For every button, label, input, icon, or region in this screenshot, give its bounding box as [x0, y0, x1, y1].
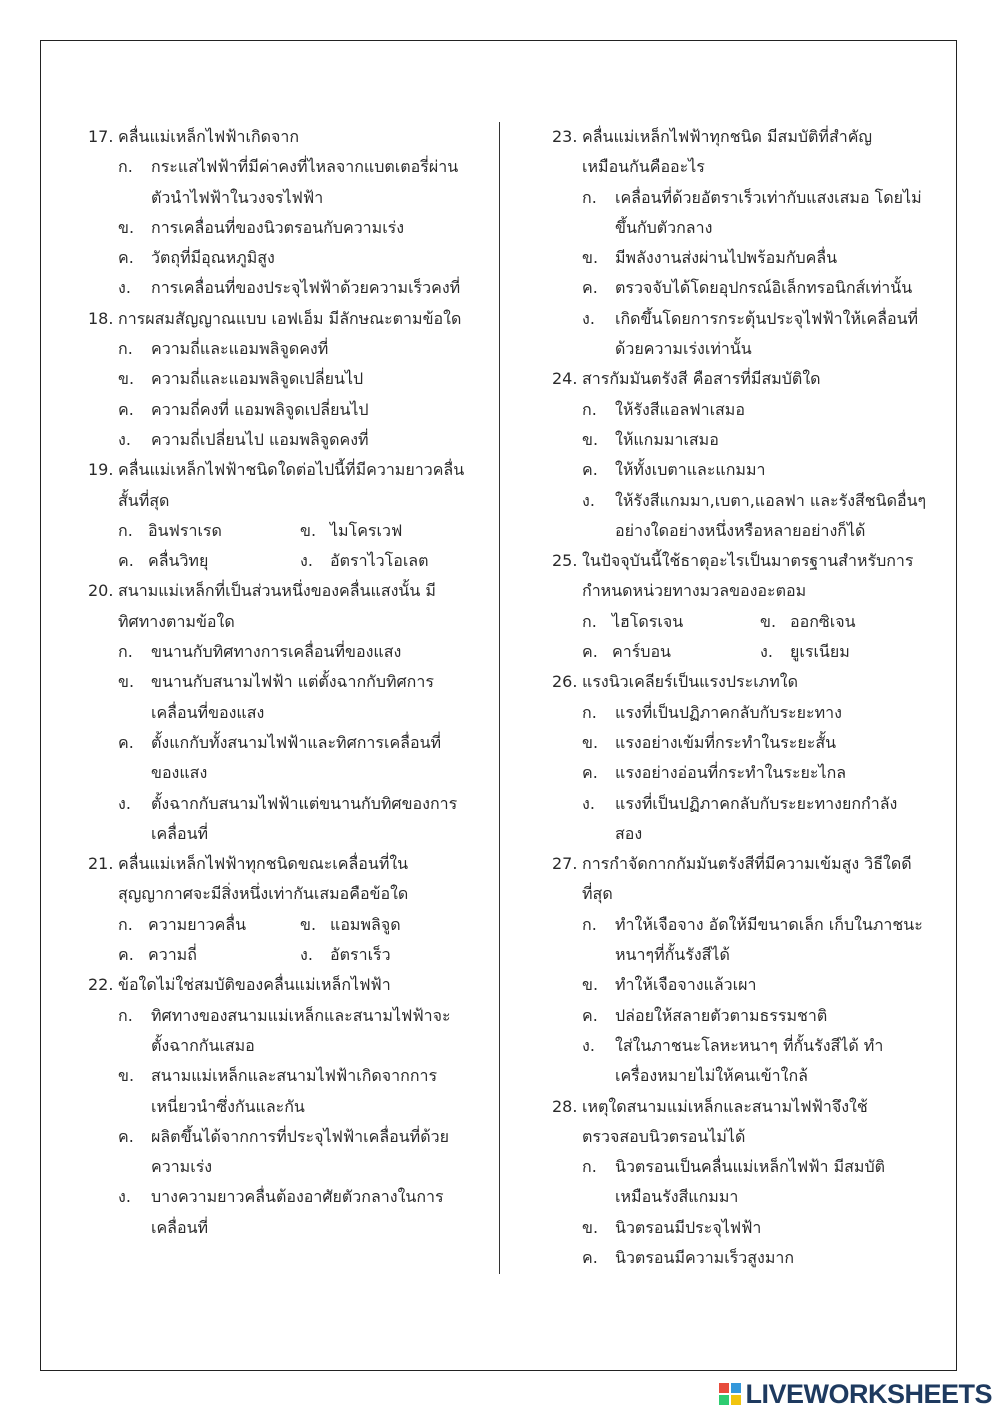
question-text: แรงนิวเคลียร์เป็นแรงประเภทใด	[582, 672, 798, 692]
option-label: ค.	[582, 763, 598, 783]
question-text: สนามแม่เหล็กที่เป็นส่วนหนึ่งของคลื่นแสงนั้น มี	[118, 581, 436, 601]
left-question-column	[88, 122, 488, 1243]
question-25	[552, 546, 944, 667]
question-number: 26.	[552, 672, 578, 692]
answer-option-line	[88, 364, 488, 394]
question-text: ที่สุด	[582, 884, 613, 904]
option-text: เคลื่อนที่	[151, 1217, 209, 1237]
option-text: ไฮโดรเจน	[612, 611, 684, 631]
option-label: ก.	[118, 157, 133, 177]
answer-option-line	[88, 395, 488, 425]
option-text: การเคลื่อนที่ของนิวตรอนกับความเร่ง	[151, 217, 405, 237]
option-label: ง.	[118, 278, 131, 298]
question-number: 18.	[88, 308, 114, 328]
answer-option-line	[88, 667, 488, 697]
answer-option-line	[552, 334, 944, 364]
logo-text: LIVEWORKSHEETS	[745, 1378, 992, 1409]
option-text: ผลิตขึ้นได้จากการที่ประจุไฟฟ้าเคลื่อนที่ด้วย	[151, 1126, 449, 1146]
option-text: ยูเรเนียม	[790, 642, 850, 662]
option-text: แอมพลิจูด	[330, 914, 401, 934]
answer-option-line	[88, 1031, 488, 1061]
answer-option-line	[88, 425, 488, 455]
question-number: 28.	[552, 1096, 578, 1116]
option-label: ก.	[118, 642, 133, 662]
question-text-line	[88, 122, 488, 152]
option-text: ปล่อยให้สลายตัวตามธรรมชาติ	[615, 1005, 828, 1025]
option-label: ง.	[582, 308, 595, 328]
option-label: ข.	[760, 611, 777, 631]
question-number: 20.	[88, 581, 114, 601]
option-text: ของแสง	[151, 763, 208, 783]
option-text: ทำให้เจือจาง อัดให้มีขนาดเล็ก เก็บในภาชนะ	[615, 914, 923, 934]
option-label: ค.	[582, 642, 598, 662]
option-label: ข.	[118, 217, 135, 237]
answer-option-line	[88, 1182, 488, 1212]
answer-option-line	[88, 213, 488, 243]
option-text: เกิดขึ้นโดยการกระตุ้นประจุไฟฟ้าให้เคลื่อนที่	[615, 308, 919, 328]
option-text: เหนี่ยวนำซึ่งกันและกัน	[151, 1096, 305, 1116]
question-text: คลื่นแม่เหล็กไฟฟ้าชนิดใดต่อไปนี้ที่มีความยาวคลื่น	[118, 460, 465, 480]
answer-option-line	[88, 728, 488, 758]
answer-option-line	[88, 243, 488, 273]
option-text: แรงอย่างเข้มที่กระทำในระยะสั้น	[615, 732, 837, 752]
question-text-line	[88, 970, 488, 1000]
answer-option-line	[552, 273, 944, 303]
column-divider	[499, 122, 500, 1274]
question-number: 22.	[88, 975, 114, 995]
option-text: ขึ้นกับตัวกลาง	[615, 217, 713, 237]
question-text-line	[552, 122, 944, 152]
option-text: ตั้งฉากกับสนามไฟฟ้าแต่ขนานกับทิศของการ	[151, 793, 458, 813]
option-label: ก.	[118, 1005, 133, 1025]
option-text: อัตราไวโอเลต	[330, 551, 429, 571]
answer-option-line	[88, 1092, 488, 1122]
answer-option-line	[552, 1213, 944, 1243]
question-text: การกำจัดกากกัมมันตรังสีที่มีความเข้มสูง วิธีใดดี	[582, 854, 912, 874]
option-text: สอง	[615, 823, 643, 843]
option-label: ง.	[582, 793, 595, 813]
question-text: เหตุใดสนามแม่เหล็กและสนามไฟฟ้าจึงใช้	[582, 1096, 868, 1116]
option-text: ตั้งแกกับทั้งสนามไฟฟ้าและทิศการเคลื่อนที่	[151, 732, 442, 752]
option-text: นิวตรอนมีความเร็วสูงมาก	[615, 1247, 795, 1267]
answer-option-line	[552, 1182, 944, 1212]
option-text: กระแสไฟฟ้าที่มีค่าคงที่ไหลจากแบตเตอรี่ผ่าน	[151, 157, 459, 177]
option-text: ขนานกับสนามไฟฟ้า แต่ตั้งฉากกับทิศการ	[151, 672, 434, 692]
answer-option-line	[88, 819, 488, 849]
option-text: อินฟราเรด	[148, 520, 222, 540]
option-label: ก.	[582, 187, 597, 207]
question-24	[552, 364, 944, 546]
question-number: 27.	[552, 854, 578, 874]
option-label: ข.	[118, 1066, 135, 1086]
option-text: ทิศทางของสนามแม่เหล็กและสนามไฟฟ้าจะ	[151, 1005, 451, 1025]
question-number: 19.	[88, 460, 114, 480]
option-label: ค.	[118, 945, 134, 965]
option-label: ก.	[582, 611, 597, 631]
question-text: คลื่นแม่เหล็กไฟฟ้าทุกชนิดขณะเคลื่อนที่ใน	[118, 854, 409, 874]
option-text: เคลื่อนที่	[151, 823, 209, 843]
question-number: 21.	[88, 854, 114, 874]
question-text-line	[552, 152, 944, 182]
option-label: ก.	[118, 520, 133, 540]
answer-option-line	[552, 304, 944, 334]
answer-option-line	[552, 1001, 944, 1031]
option-text: แรงที่เป็นปฏิภาคกลับกับระยะทางยกกำลัง	[615, 793, 898, 813]
option-text: อัตราเร็ว	[330, 945, 391, 965]
option-text: ความถี่และแอมพลิจูดคงที่	[151, 339, 329, 359]
logo-squares-icon	[719, 1383, 741, 1405]
answer-option-line	[88, 1152, 488, 1182]
option-label: ก.	[118, 339, 133, 359]
option-text: หนาๆที่กั้นรังสีได้	[615, 945, 730, 965]
option-row	[88, 940, 488, 970]
answer-option-line	[552, 395, 944, 425]
answer-option-line	[552, 516, 944, 546]
question-text-line	[552, 849, 944, 879]
question-text-line	[552, 546, 944, 576]
answer-option-line	[552, 940, 944, 970]
option-text: ไมโครเวฟ	[330, 520, 403, 540]
option-text: ออกซิเจน	[790, 611, 856, 631]
answer-option-line	[88, 1213, 488, 1243]
option-text: ด้วยความเร่งเท่านั้น	[615, 339, 752, 359]
option-label: ก.	[582, 399, 597, 419]
answer-option-line	[552, 455, 944, 485]
answer-option-line	[552, 698, 944, 728]
answer-option-line	[552, 819, 944, 849]
option-text: ความเร่ง	[151, 1157, 213, 1177]
answer-option-line	[552, 1061, 944, 1091]
question-text-line	[88, 486, 488, 516]
answer-option-line	[88, 1061, 488, 1091]
option-text: ทำให้เจือจางแล้วเผา	[615, 975, 757, 995]
question-17	[88, 122, 488, 304]
answer-option-line	[88, 273, 488, 303]
liveworksheets-logo	[719, 1379, 992, 1409]
option-label: ก.	[582, 914, 597, 934]
question-text: คลื่นแม่เหล็กไฟฟ้าทุกชนิด มีสมบัติที่สำคัญ	[582, 127, 873, 146]
question-text-line	[552, 1122, 944, 1152]
option-text: ให้แกมมาเสมอ	[615, 429, 719, 449]
question-text-line	[88, 849, 488, 879]
option-text: ให้รังสีแกมมา,เบตา,แอลฟา และรังสีชนิดอื่นๆ	[615, 490, 927, 510]
option-text: เครื่องหมายไม่ให้คนเข้าใกล้	[615, 1066, 808, 1086]
option-row	[88, 910, 488, 940]
option-text: เคลื่อนที่ของแสง	[151, 702, 265, 722]
answer-option-line	[88, 758, 488, 788]
option-label: ง.	[582, 490, 595, 510]
option-text: ความถี่เปลี่ยนไป แอมพลิจูดคงที่	[151, 429, 369, 449]
option-label: ข.	[582, 975, 599, 995]
option-text: ตั้งฉากกันเสมอ	[151, 1035, 255, 1055]
answer-option-line	[552, 213, 944, 243]
option-text: ให้รังสีแอลฟาเสมอ	[615, 399, 745, 419]
option-text: บางความยาวคลื่นต้องอาศัยตัวกลางในการ	[151, 1187, 444, 1207]
option-label: ก.	[118, 914, 133, 934]
option-label: ข.	[582, 429, 599, 449]
option-label: ง.	[118, 793, 131, 813]
option-label: ก.	[582, 1157, 597, 1177]
option-label: ค.	[118, 399, 134, 419]
option-text: ให้ทั้งเบตาและแกมมา	[615, 460, 766, 480]
option-row	[88, 546, 488, 576]
question-number: 23.	[552, 127, 578, 146]
answer-option-line	[88, 637, 488, 667]
option-text: วัตถุที่มีอุณหภูมิสูง	[151, 248, 275, 268]
question-text: ตรวจสอบนิวตรอนไม่ได้	[582, 1126, 746, 1146]
answer-option-line	[552, 243, 944, 273]
option-text: ตัวนำไฟฟ้าในวงจรไฟฟ้า	[151, 187, 324, 207]
question-26	[552, 667, 944, 849]
question-22	[88, 970, 488, 1243]
option-text: เคลื่อนที่ด้วยอัตราเร็วเท่ากับแสงเสมอ โดยไม่	[615, 187, 922, 207]
option-text: เหมือนรังสีแกมมา	[615, 1187, 739, 1207]
answer-option-line	[552, 1031, 944, 1061]
option-row	[552, 637, 944, 667]
answer-option-line	[552, 425, 944, 455]
question-text-line	[88, 607, 488, 637]
option-text: นิวตรอนมีประจุไฟฟ้า	[615, 1217, 762, 1237]
option-text: ความถี่	[148, 945, 197, 965]
question-text: ทิศทางตามข้อใด	[118, 611, 235, 631]
option-row	[88, 516, 488, 546]
option-text: ขนานกับทิศทางการเคลื่อนที่ของแสง	[151, 642, 402, 662]
answer-option-line	[88, 183, 488, 213]
answer-option-line	[552, 758, 944, 788]
option-row	[552, 607, 944, 637]
answer-option-line	[88, 1122, 488, 1152]
option-label: ข.	[300, 520, 317, 540]
answer-option-line	[552, 910, 944, 940]
option-label: ค.	[582, 460, 598, 480]
question-text: เหมือนกันคืออะไร	[582, 157, 705, 177]
option-label: ก.	[582, 702, 597, 722]
question-text-line	[88, 576, 488, 606]
option-text: ความถี่และแอมพลิจูดเปลี่ยนไป	[151, 369, 364, 389]
answer-option-line	[88, 334, 488, 364]
question-text-line	[552, 364, 944, 394]
option-label: ข.	[582, 248, 599, 268]
option-text: อย่างใดอย่างหนึ่งหรือหลายอย่างก็ได้	[615, 520, 866, 540]
question-text: สุญญากาศจะมีสิ่งหนึ่งเท่ากันเสมอคือข้อใด	[118, 884, 409, 904]
option-text: คาร์บอน	[612, 642, 671, 662]
option-text: ตรวจจับได้โดยอุปกรณ์อิเล็กทรอนิกส์เท่านั้น	[615, 278, 913, 298]
answer-option-line	[552, 183, 944, 213]
option-text: นิวตรอนเป็นคลื่นแม่เหล็กไฟฟ้า มีสมบัติ	[615, 1157, 886, 1177]
option-label: ค.	[582, 1247, 598, 1267]
option-label: ค.	[118, 1126, 134, 1146]
question-21	[88, 849, 488, 970]
option-label: ง.	[300, 551, 313, 571]
option-text: แรงอย่างอ่อนที่กระทำในระยะไกล	[615, 763, 847, 783]
option-label: ง.	[118, 1187, 131, 1207]
question-text: สั้นที่สุด	[118, 490, 170, 510]
answer-option-line	[552, 1243, 944, 1273]
option-label: ข.	[582, 732, 599, 752]
question-text-line	[552, 879, 944, 909]
answer-option-line	[552, 728, 944, 758]
question-text: กำหนดหน่วยทางมวลของอะตอม	[582, 581, 807, 601]
answer-option-line	[552, 1152, 944, 1182]
option-label: ข.	[582, 1217, 599, 1237]
question-19	[88, 455, 488, 576]
option-text: แรงที่เป็นปฏิภาคกลับกับระยะทาง	[615, 702, 842, 722]
option-label: ค.	[118, 732, 134, 752]
option-text: สนามแม่เหล็กและสนามไฟฟ้าเกิดจากการ	[151, 1066, 438, 1086]
answer-option-line	[552, 970, 944, 1000]
option-text: มีพลังงานส่งผ่านไปพร้อมกับคลื่น	[615, 248, 838, 268]
question-20	[88, 576, 488, 849]
option-text: ความยาวคลื่น	[148, 914, 247, 934]
answer-option-line	[88, 698, 488, 728]
question-text: คลื่นแม่เหล็กไฟฟ้าเกิดจาก	[118, 127, 300, 146]
option-label: ง.	[118, 429, 131, 449]
option-text: ใส่ในภาชนะโลหะหนาๆ ที่กั้นรังสีได้ ทำ	[615, 1035, 884, 1055]
option-label: ค.	[582, 278, 598, 298]
question-text-line	[552, 667, 944, 697]
answer-option-line	[88, 1001, 488, 1031]
option-label: ข.	[118, 369, 135, 389]
option-text: การเคลื่อนที่ของประจุไฟฟ้าด้วยความเร็วคงที่	[151, 278, 461, 298]
question-text: ข้อใดไม่ใช่สมบัติของคลื่นแม่เหล็กไฟฟ้า	[118, 975, 391, 995]
option-label: ค.	[582, 1005, 598, 1025]
question-text: สารกัมมันตรังสี คือสารที่มีสมบัติใด	[582, 369, 821, 389]
question-text-line	[552, 1092, 944, 1122]
question-number: 24.	[552, 369, 578, 389]
question-number: 17.	[88, 127, 114, 146]
question-28	[552, 1092, 944, 1274]
question-text-line	[88, 879, 488, 909]
option-label: ง.	[582, 1035, 595, 1055]
right-question-column	[552, 122, 944, 1273]
question-23	[552, 122, 944, 364]
answer-option-line	[552, 486, 944, 516]
question-18	[88, 304, 488, 455]
option-text: ความถี่คงที่ แอมพลิจูดเปลี่ยนไป	[151, 399, 369, 419]
answer-option-line	[552, 789, 944, 819]
question-text-line	[88, 455, 488, 485]
question-number: 25.	[552, 551, 578, 571]
option-label: ค.	[118, 248, 134, 268]
option-label: ง.	[300, 945, 313, 965]
question-text-line	[88, 304, 488, 334]
question-text: การผสมสัญญาณแบบ เอฟเอ็ม มีลักษณะตามข้อใด	[118, 308, 462, 328]
option-label: ง.	[760, 642, 773, 662]
option-text: คลื่นวิทยุ	[148, 551, 209, 571]
question-27	[552, 849, 944, 1091]
question-text: ในปัจจุบันนี้ใช้ธาตุอะไรเป็นมาตรฐานสำหรับการ	[582, 551, 914, 571]
question-text-line	[552, 576, 944, 606]
option-label: ข.	[118, 672, 135, 692]
option-label: ค.	[118, 551, 134, 571]
answer-option-line	[88, 789, 488, 819]
option-label: ข.	[300, 914, 317, 934]
answer-option-line	[88, 152, 488, 182]
